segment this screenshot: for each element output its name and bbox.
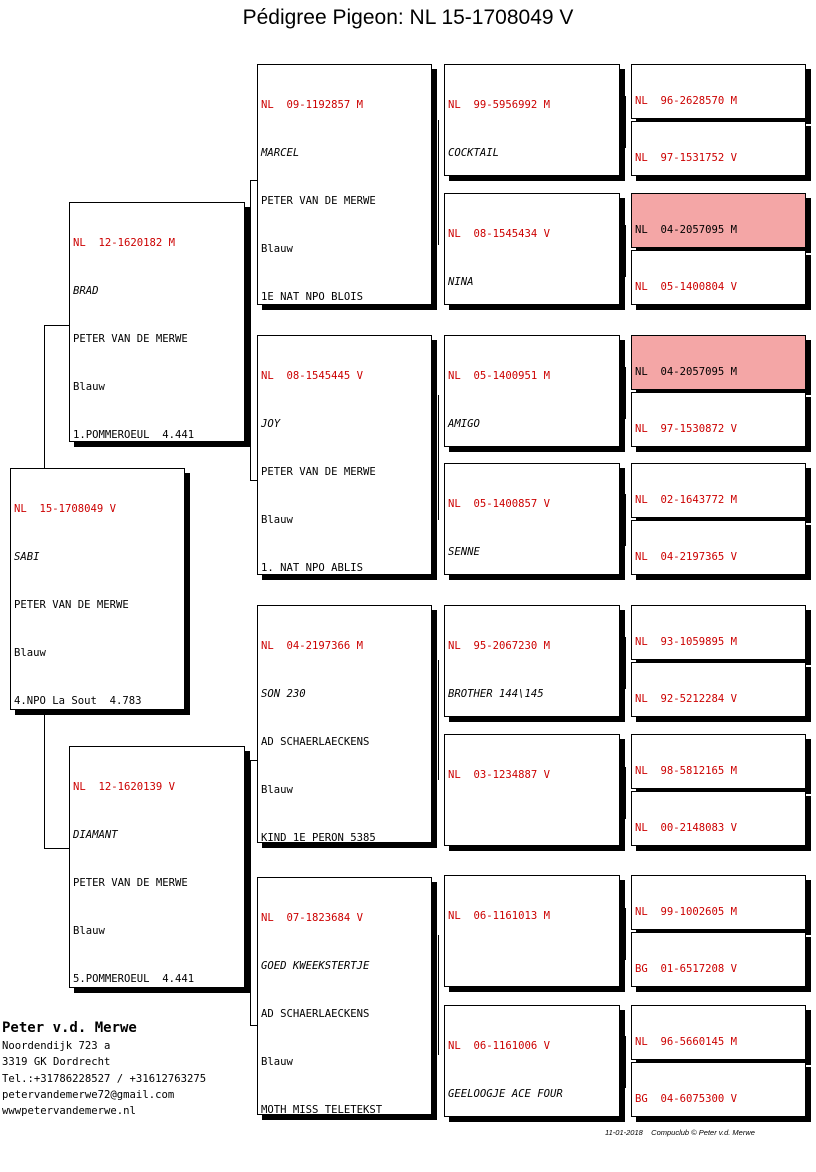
pigeon-name: BRAD bbox=[73, 285, 99, 297]
pigeon-card-gen5 bbox=[631, 875, 806, 930]
pigeon-card-gen5 bbox=[631, 392, 806, 447]
contact-block bbox=[2, 1018, 206, 1119]
connector-line bbox=[44, 710, 45, 848]
pigeon-card-gen4 bbox=[444, 1005, 620, 1117]
pigeon-name: DIAMANT bbox=[73, 829, 118, 841]
ring-number: NL 95-2067230 M bbox=[448, 640, 551, 652]
ring-number: BG 04-6075300 V bbox=[635, 1093, 738, 1105]
pigeon-card-gen5 bbox=[631, 121, 806, 176]
connector-line bbox=[250, 180, 251, 480]
city-line: 3319 GK Dordrecht bbox=[2, 1056, 111, 1069]
connector-line bbox=[625, 96, 626, 148]
ring-number: NL 06-1161013 M bbox=[448, 910, 551, 922]
card-line: AD SCHAERLAECKENS bbox=[261, 1008, 370, 1020]
pigeon-card-mother bbox=[69, 746, 245, 988]
card-line: PETER VAN DE MERWE bbox=[14, 599, 129, 611]
pigeon-name: BROTHER 144\145 bbox=[448, 688, 544, 700]
pigeon-card-gen4 bbox=[444, 875, 620, 987]
ring-number: NL 96-2628570 M bbox=[635, 95, 738, 107]
connector-line bbox=[250, 760, 257, 761]
connector-line bbox=[44, 325, 69, 326]
pigeon-card-gen4 bbox=[444, 734, 620, 846]
ring-number: NL 08-1545445 V bbox=[261, 370, 364, 382]
card-line: 4.NPO La Sout 4.783 bbox=[14, 695, 142, 707]
pigeon-card-gen4 bbox=[444, 335, 620, 447]
ring-number: NL 00-2148083 V bbox=[635, 822, 738, 834]
ring-number: NL 04-2057095 M bbox=[635, 224, 738, 236]
ring-number: NL 97-1531752 V bbox=[635, 152, 738, 164]
card-line: AD SCHAERLAECKENS bbox=[261, 736, 370, 748]
pigeon-card-gen4 bbox=[444, 463, 620, 575]
pigeon-card-gen5 bbox=[631, 1005, 806, 1060]
ring-number: NL 04-2197366 M bbox=[261, 640, 364, 652]
card-line: Blauw bbox=[261, 784, 293, 796]
card-line: Blauw bbox=[261, 1056, 293, 1068]
ring-number: NL 04-2057095 M bbox=[635, 366, 738, 378]
ring-number: NL 92-5212284 V bbox=[635, 693, 738, 705]
pigeon-card-gen4 bbox=[444, 193, 620, 305]
pigeon-name: GOED KWEEKSTERTJE bbox=[261, 960, 370, 972]
footer-date: 11-01-2018 bbox=[605, 1128, 643, 1137]
pigeon-card-gen5 bbox=[631, 662, 806, 717]
pigeon-card-gen3 bbox=[257, 877, 432, 1115]
ring-number: NL 12-1620182 M bbox=[73, 237, 176, 249]
card-line: KIND 1E PERON 5385 bbox=[261, 832, 376, 843]
pigeon-card-gen4 bbox=[444, 605, 620, 717]
address-line: Noordendijk 723 a bbox=[2, 1040, 111, 1052]
ring-number: NL 15-1708049 V bbox=[14, 503, 117, 515]
pigeon-name bbox=[448, 815, 617, 831]
email-link[interactable]: petervandemerwe72@gmail.com bbox=[2, 1088, 175, 1101]
card-line: 1. NAT NPO ABLIS bbox=[261, 562, 364, 574]
connector-line bbox=[438, 660, 439, 780]
card-line: 1E NAT NPO BLOIS bbox=[261, 291, 364, 303]
pigeon-card-gen5 bbox=[631, 193, 806, 248]
pigeon-card-gen3 bbox=[257, 605, 432, 843]
pigeon-card-gen5 bbox=[631, 463, 806, 518]
ring-number: NL 06-1161006 V bbox=[448, 1040, 551, 1052]
connector-line bbox=[625, 494, 626, 546]
pigeon-name: GEELOOGJE ACE FOUR bbox=[448, 1088, 563, 1100]
pigeon-card-gen3 bbox=[257, 335, 432, 575]
pigeon-card-gen5 bbox=[631, 335, 806, 390]
connector-line bbox=[625, 367, 626, 419]
ring-number: NL 08-1545434 V bbox=[448, 228, 551, 240]
connector-line bbox=[44, 848, 69, 849]
ring-number: NL 12-1620139 V bbox=[73, 781, 176, 793]
connector-line bbox=[250, 480, 257, 481]
ring-number: NL 02-1643772 M bbox=[635, 494, 738, 506]
pigeon-name: AMIGO bbox=[448, 418, 480, 430]
footer-credit: Compuclub © Peter v.d. Merwe bbox=[651, 1128, 755, 1137]
pigeon-name: SENNE bbox=[448, 546, 480, 558]
connector-line bbox=[438, 935, 439, 1055]
footer bbox=[605, 1128, 755, 1137]
pigeon-card-gen5 bbox=[631, 932, 806, 987]
card-line: PETER VAN DE MERWE bbox=[73, 877, 188, 889]
pigeon-name: SABI bbox=[14, 551, 40, 563]
card-line: Blauw bbox=[261, 243, 293, 255]
card-line: Blauw bbox=[73, 925, 105, 937]
pigeon-name: NINA bbox=[448, 276, 474, 288]
card-line: PETER VAN DE MERWE bbox=[261, 195, 376, 207]
ring-number: NL 93-1059895 M bbox=[635, 636, 738, 648]
ring-number: NL 07-1823684 V bbox=[261, 912, 364, 924]
ring-number: NL 03-1234887 V bbox=[448, 769, 551, 781]
connector-line bbox=[250, 180, 257, 181]
ring-number: NL 96-5660145 M bbox=[635, 1036, 738, 1048]
card-line: PETER VAN DE MERWE bbox=[73, 333, 188, 345]
connector-line bbox=[625, 767, 626, 819]
pigeon-card-gen5 bbox=[631, 1062, 806, 1117]
pigeon-name: JOY bbox=[261, 418, 281, 430]
ring-number: NL 04-2197365 V bbox=[635, 551, 738, 563]
connector-line bbox=[44, 325, 45, 468]
ring-number: NL 98-5812165 M bbox=[635, 765, 738, 777]
connector-line bbox=[625, 225, 626, 277]
pigeon-card-gen5 bbox=[631, 734, 806, 789]
pigeon-card-gen5 bbox=[631, 791, 806, 846]
pigeon-card-gen5 bbox=[631, 250, 806, 305]
pigeon-name: COCKTAIL bbox=[448, 147, 500, 159]
phone-line: Tel.:+31786228527 / +31612763275 bbox=[2, 1072, 207, 1085]
pigeon-card-gen5 bbox=[631, 520, 806, 575]
pigeon-card-gen5 bbox=[631, 64, 806, 119]
ring-number: NL 05-1400951 M bbox=[448, 370, 551, 382]
card-line: 1.POMMEROEUL 4.441 bbox=[73, 429, 195, 441]
card-line: 5.POMMEROEUL 4.441 bbox=[73, 973, 195, 985]
card-line: MOTH MISS TELETEKST bbox=[261, 1104, 383, 1115]
pigeon-card-gen4 bbox=[444, 64, 620, 176]
card-line: Blauw bbox=[14, 647, 46, 659]
pigeon-name: MARCEL bbox=[261, 147, 300, 159]
card-line: Blauw bbox=[261, 514, 293, 526]
connector-line bbox=[625, 637, 626, 689]
connector-line bbox=[438, 120, 439, 245]
connector-line bbox=[250, 760, 251, 1025]
connector-line bbox=[250, 1025, 257, 1026]
connector-line bbox=[438, 395, 439, 520]
breeder-name: Peter v.d. Merwe bbox=[2, 1020, 137, 1036]
pigeon-card-gen3 bbox=[257, 64, 432, 305]
ring-number: NL 97-1530872 V bbox=[635, 423, 738, 435]
pigeon-card-father bbox=[69, 202, 245, 442]
card-line: Blauw bbox=[73, 381, 105, 393]
connector-line bbox=[625, 1036, 626, 1088]
pigeon-name bbox=[448, 956, 617, 972]
page-title: Pédigree Pigeon: NL 15-1708049 V bbox=[242, 6, 574, 29]
ring-number: NL 99-5956992 M bbox=[448, 99, 551, 111]
ring-number: NL 09-1192857 M bbox=[261, 99, 364, 111]
connector-line bbox=[625, 908, 626, 960]
pigeon-name: SON 230 bbox=[261, 688, 306, 700]
ring-number: BG 01-6517208 V bbox=[635, 963, 738, 975]
pigeon-card-subject bbox=[10, 468, 185, 710]
website-link[interactable]: wwwpetervandemerwe.nl bbox=[2, 1105, 136, 1118]
pigeon-card-gen5 bbox=[631, 605, 806, 660]
ring-number: NL 99-1002605 M bbox=[635, 906, 738, 918]
ring-number: NL 05-1400804 V bbox=[635, 281, 738, 293]
ring-number: NL 05-1400857 V bbox=[448, 498, 551, 510]
card-line: PETER VAN DE MERWE bbox=[261, 466, 376, 478]
